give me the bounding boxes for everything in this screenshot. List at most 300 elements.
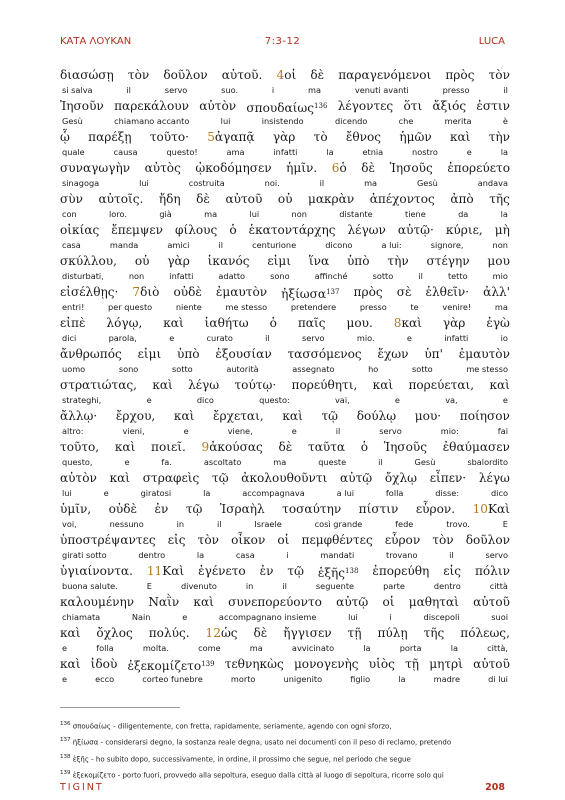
italian-gloss: con: [62, 209, 77, 219]
italian-gloss: manda: [109, 240, 139, 250]
greek-word: ὁ: [229, 223, 237, 237]
italian-gloss-line: [60, 487, 510, 499]
italian-gloss: è: [502, 116, 508, 126]
italian-gloss: dici: [62, 333, 77, 343]
italian-gloss: la: [500, 209, 508, 219]
greek-word: τούτῳ·: [234, 378, 277, 392]
interlinear-line: [60, 655, 510, 686]
italian-gloss: ma: [494, 302, 508, 312]
greek-word: παρεκάλουν: [114, 99, 189, 113]
italian-gloss: autorità: [226, 364, 259, 374]
greek-word: ἔρχου,: [115, 409, 156, 423]
italian-gloss-line: [60, 518, 510, 530]
italian-gloss: sbalordito: [467, 457, 508, 467]
greek-word: μητρὶ: [429, 657, 463, 671]
italian-gloss: e: [183, 426, 189, 436]
greek-word: ἐξουσίαν: [215, 347, 272, 361]
interlinear-line: [60, 469, 510, 500]
italian-gloss-line: [60, 332, 510, 344]
italian-gloss: e: [406, 333, 412, 343]
italian-gloss: entri!: [62, 302, 85, 312]
greek-word: οὐδὲ: [108, 502, 138, 516]
italian-gloss: il: [449, 550, 454, 560]
italian-gloss: i: [271, 85, 275, 95]
greek-line: [60, 531, 510, 549]
greek-word: μακρὰν: [307, 192, 355, 206]
greek-word: οἶκον: [231, 533, 266, 547]
italian-gloss: disse:: [435, 488, 460, 498]
greek-word: καὶ: [282, 409, 303, 423]
greek-word: ταῦτα: [308, 440, 346, 454]
greek-line: [60, 500, 510, 518]
greek-word: ἀκολουθοῦντι: [241, 471, 328, 485]
greek-word: ἐπορεύετο: [447, 161, 510, 175]
greek-word: ἡμῖν.: [286, 161, 318, 175]
greek-word: αὐτῷ·: [397, 223, 434, 237]
italian-gloss-line: [60, 301, 510, 313]
verse-number: 10: [472, 502, 488, 516]
verse-number: 6: [331, 161, 340, 175]
italian-gloss: molta.: [142, 643, 169, 653]
greek-word: συναγωγὴν: [60, 161, 131, 175]
footnote: [60, 717, 520, 733]
italian-gloss: la: [203, 488, 211, 498]
greek-word: ἰαθήτω: [204, 316, 249, 330]
italian-gloss-line: [60, 84, 510, 96]
greek-line: [60, 66, 510, 84]
italian-gloss: uomo: [62, 364, 86, 374]
italian-gloss: il: [418, 271, 423, 281]
italian-gloss: lui: [348, 612, 358, 622]
italian-gloss: corteo funebre: [142, 674, 203, 684]
greek-word: αὐτὸν: [199, 99, 237, 113]
italian-gloss: la: [398, 674, 406, 684]
italian-gloss: dentro: [433, 581, 461, 591]
greek-word: δοῦλον: [163, 68, 208, 82]
italian-gloss: infatti: [169, 271, 194, 281]
italian-gloss: dico: [490, 488, 508, 498]
italian-gloss-line: [60, 270, 510, 282]
italian-gloss: suoi: [491, 612, 508, 622]
greek-word: ἑκατοντάρχης: [248, 223, 336, 237]
italian-gloss: morto: [230, 674, 256, 684]
greek-word: Ἰησοῦν: [60, 99, 104, 113]
interlinear-line: [60, 190, 510, 221]
greek-word: δὲ: [310, 68, 325, 82]
footnote-text: ἑξῆς - ho subito dopo, successivamente, in ordine, il prossimo che segue, nel periodo che segue: [70, 754, 411, 763]
greek-line: [60, 407, 510, 425]
italian-gloss: la: [326, 147, 334, 157]
interlinear-line: [60, 159, 510, 190]
greek-word: ὑγιαίνοντα.: [60, 564, 133, 578]
greek-word: 8καὶ: [393, 316, 422, 330]
greek-word: στέγην: [426, 254, 470, 268]
greek-word: μου: [487, 254, 510, 268]
italian-gloss-line: [60, 177, 510, 189]
italian-gloss: e: [62, 674, 68, 684]
greek-word: εἰσέλθῃς·: [60, 285, 119, 299]
italian-gloss: come: [198, 643, 221, 653]
greek-word: γὰρ: [272, 130, 296, 144]
greek-line: [60, 655, 510, 673]
greek-word: λέγω: [478, 471, 510, 485]
greek-word: οἰκίας: [60, 223, 100, 237]
greek-word: τὸν: [488, 68, 510, 82]
italian-gloss: folla: [385, 488, 404, 498]
greek-word: πολύς.: [148, 626, 190, 640]
interlinear-line: [60, 97, 510, 128]
greek-line: [60, 97, 510, 115]
greek-line: [60, 562, 510, 580]
italian-gloss: già: [159, 209, 172, 219]
italian-gloss: parola,: [108, 333, 137, 343]
greek-word: ἰδοὺ: [90, 657, 118, 671]
greek-word: δὲ: [253, 626, 268, 640]
greek-line: [60, 438, 510, 456]
italian-gloss: discepoli: [423, 612, 460, 622]
footnote-number: 139: [60, 769, 71, 776]
italian-gloss-line: [60, 115, 510, 127]
greek-word: μου.: [346, 316, 373, 330]
italian-gloss: mio:: [440, 426, 459, 436]
greek-word: αὐτοῦ: [225, 192, 263, 206]
greek-word: εἰμι: [267, 254, 291, 268]
italian-gloss: la: [500, 147, 508, 157]
italian-gloss: ecco: [95, 674, 115, 684]
greek-word: αὐτοῖς.: [98, 192, 144, 206]
italian-gloss: queste: [318, 457, 347, 467]
greek-word: εἰς: [167, 533, 186, 547]
greek-word: πορεύεται,: [408, 378, 475, 392]
greek-word: 6ὁ: [331, 161, 347, 175]
italian-gloss: merita: [444, 116, 472, 126]
greek-word: τὴν: [387, 254, 409, 268]
italian-gloss: Nain: [131, 612, 151, 622]
greek-word: τὸν: [127, 68, 150, 82]
greek-word: τῇ: [405, 657, 420, 671]
greek-word: στρατιώτας,: [60, 378, 137, 392]
greek-line: [60, 159, 510, 177]
italian-gloss: strateghi,: [62, 395, 102, 405]
greek-line: [60, 345, 510, 363]
footnote-number: 138: [60, 753, 71, 760]
greek-word: δὲ: [361, 161, 376, 175]
greek-word: ὑποστρέψαντες: [60, 533, 156, 547]
italian-gloss: questo,: [62, 457, 93, 467]
greek-line: [60, 221, 510, 239]
greek-word: ἐγὼ: [486, 316, 510, 330]
italian-gloss: tiene: [405, 209, 426, 219]
greek-word: αὐτοῦ.: [221, 68, 263, 82]
greek-word: 4οἱ: [276, 68, 297, 82]
italian-gloss-line: [60, 208, 510, 220]
italian-gloss: pretendere: [290, 302, 337, 312]
greek-word: παῖς: [297, 316, 326, 330]
verse-number: 5: [207, 130, 215, 144]
greek-word: εὗρον: [384, 533, 421, 547]
italian-gloss-line: [60, 549, 510, 561]
italian-gloss: che: [398, 116, 414, 126]
italian-gloss: dico: [196, 395, 214, 405]
greek-line: [60, 128, 510, 146]
interlinear-line: [60, 376, 510, 407]
italian-gloss: girati sotto: [62, 550, 107, 560]
italian-gloss-line: [60, 239, 510, 251]
italian-gloss: sotto: [372, 271, 394, 281]
greek-word: ἐλθεῖν·: [425, 285, 470, 299]
greek-word: οὐ: [277, 192, 293, 206]
greek-word: ὑπὸ: [346, 254, 370, 268]
chapter-verse-range: 7:3-12: [264, 36, 301, 47]
italian-gloss: etnia: [362, 147, 384, 157]
italian-gloss: Gesù: [414, 457, 436, 467]
italian-gloss: e: [62, 643, 68, 653]
italian-gloss: lui: [220, 116, 231, 126]
italian-gloss: voi,: [62, 519, 77, 529]
greek-word: παρέξῃ: [88, 130, 132, 144]
italian-gloss: presso: [359, 302, 387, 312]
greek-word: Ἰσραὴλ: [219, 502, 265, 516]
italian-gloss: ma: [308, 85, 322, 95]
italian-gloss-line: [60, 642, 510, 654]
footnotes: [60, 717, 520, 782]
greek-word: μαθηταὶ: [408, 595, 459, 609]
italian-gloss: porta: [399, 643, 422, 653]
footnote: [60, 750, 520, 766]
italian-gloss: mandati: [320, 550, 355, 560]
italian-gloss: accompagnano insieme: [218, 612, 317, 622]
italian-gloss: questo:: [259, 395, 290, 405]
greek-line: [60, 283, 510, 301]
greek-word: ἐπορεύθη: [372, 564, 430, 578]
greek-word: ἱκανός: [207, 254, 250, 268]
italian-gloss: di lui: [488, 674, 508, 684]
italian-gloss: loro.: [109, 209, 127, 219]
greek-word: κύριε,: [445, 223, 483, 237]
greek-word: αὐτὸς: [144, 161, 181, 175]
italian-gloss: fai: [497, 426, 508, 436]
italian-gloss: ho: [368, 364, 379, 374]
greek-word: 12ὡς: [205, 626, 238, 640]
greek-word: τοσαύτην: [282, 502, 342, 516]
footnote-ref: 139: [201, 660, 215, 668]
italian-gloss: e: [502, 395, 508, 405]
italian-gloss: dicendo: [334, 116, 368, 126]
italian-gloss: città: [489, 581, 508, 591]
italian-gloss: fede: [395, 519, 414, 529]
footnote: [60, 733, 520, 749]
greek-word: 7διὸ: [132, 285, 160, 299]
greek-word: οἱ: [382, 595, 395, 609]
italian-gloss: servo: [164, 85, 188, 95]
greek-word: πορεύθητι,: [291, 378, 358, 392]
italian-gloss: ascoltato: [203, 457, 242, 467]
italian-gloss: la: [450, 643, 458, 653]
footnote-text: ἠξίωσα - considerarsi degno, la sostanza reale degna, usato nei documenti con il peso di reclamo, pretendo: [70, 738, 452, 747]
italian-gloss: Gesù: [62, 116, 83, 126]
interlinear-line: [60, 438, 510, 469]
greek-word: καὶ: [372, 378, 394, 392]
italian-gloss: ma: [204, 209, 218, 219]
greek-line: [60, 593, 510, 611]
greek-word: δούλῳ: [356, 409, 397, 423]
greek-word: μὴ: [494, 223, 510, 237]
italian-gloss-line: [60, 673, 510, 685]
greek-word: ἐθαύμασεν: [442, 440, 510, 454]
greek-word: αὐτῷ: [336, 595, 369, 609]
italian-gloss: andava: [477, 178, 508, 188]
greek-word: διασώσῃ: [60, 68, 114, 82]
greek-word: τῷ: [185, 502, 203, 516]
greek-word: καὶ: [152, 378, 173, 392]
greek-word: καὶ: [163, 316, 184, 330]
italian-gloss: i: [286, 550, 289, 560]
greek-word: ἐξεκομίζετο$^{139}$: [127, 659, 215, 673]
italian-gloss: chiamata: [62, 612, 101, 622]
greek-word: καὶ: [173, 409, 195, 423]
interlinear-line: [60, 500, 510, 531]
italian-gloss: madre: [433, 674, 461, 684]
italian-gloss: sotto: [171, 364, 193, 374]
greek-word: ἄξιός: [432, 99, 467, 113]
interlinear-line: [60, 531, 510, 562]
greek-word: ὄχλος: [96, 626, 133, 640]
italian-gloss: e: [466, 147, 472, 157]
greek-word: αὐτοῦ: [473, 657, 510, 671]
greek-word: ἄλλῳ·: [60, 409, 98, 423]
italian-gloss: signore,: [430, 240, 464, 250]
greek-word: τοῦτο·: [149, 130, 189, 144]
italian-gloss: nessuno: [109, 519, 144, 529]
interlinear-line: [60, 562, 510, 593]
greek-word: τασσόμενος: [287, 347, 362, 361]
greek-word: ἔρχεται,: [213, 409, 264, 423]
greek-word: αὐτῷ: [340, 471, 373, 485]
italian-gloss: figlio: [350, 674, 371, 684]
italian-gloss: il: [335, 426, 341, 436]
footnote-number: 136: [60, 721, 71, 727]
italian-gloss: e: [394, 395, 400, 405]
greek-word: εἰς: [443, 564, 462, 578]
greek-word: τῷ: [287, 564, 304, 578]
greek-word: καὶ: [489, 378, 510, 392]
italian-gloss: a lui:: [381, 240, 402, 250]
greek-word: ᾠκοδόμησεν: [195, 161, 272, 175]
italian-gloss: fa.: [161, 457, 172, 467]
italian-gloss: e: [169, 333, 175, 343]
italian-gloss: e: [291, 426, 297, 436]
greek-word: μονογενὴς: [293, 657, 359, 671]
italian-gloss: affinché: [314, 271, 348, 281]
italian-gloss: disturbati,: [62, 271, 104, 281]
italian-gloss: curato: [206, 333, 233, 343]
interlinear-line: [60, 314, 510, 345]
italian-gloss: E: [502, 519, 508, 529]
greek-word: ᾧ: [60, 130, 70, 144]
italian-gloss: da: [458, 209, 469, 219]
italian-gloss: e: [103, 488, 109, 498]
greek-word: ὑπὸ: [176, 347, 200, 361]
footnote: [60, 766, 520, 782]
interlinear-line: [60, 283, 510, 314]
greek-line: [60, 252, 510, 270]
greek-word: υἱὸς: [368, 657, 395, 671]
greek-word: ἐν: [259, 564, 274, 578]
interlinear-line: [60, 66, 510, 97]
italian-gloss: io: [500, 333, 508, 343]
italian-gloss: servo: [379, 426, 402, 436]
italian-gloss-line: [60, 580, 510, 592]
greek-word: 5ἀγαπᾷ: [207, 130, 255, 144]
italian-gloss: adatto: [218, 271, 246, 281]
italian-gloss: e: [146, 395, 152, 405]
footnote-text: σπουδαίως - diligentemente, con fretta, rapidamente, seriamente, agendo con ogni sforzo,: [70, 722, 392, 731]
italian-gloss: città,: [487, 643, 508, 653]
verse-number: 12: [205, 626, 221, 640]
italian-gloss: servo: [485, 550, 508, 560]
italian-gloss: il: [378, 457, 383, 467]
greek-word: καὶ: [193, 595, 214, 609]
greek-word: ἄνθρωπός: [60, 347, 122, 361]
italian-gloss: mio.: [356, 333, 375, 343]
greek-line: [60, 376, 510, 394]
greek-word: ποίησον: [459, 409, 510, 423]
italian-gloss: buona salute.: [62, 581, 118, 591]
footnote-ref: 138: [345, 567, 359, 575]
greek-word: ἤγγισεν: [283, 626, 332, 640]
italian-gloss: questo!: [166, 147, 198, 157]
greek-line: [60, 469, 510, 487]
italian-gloss: lui: [62, 488, 72, 498]
greek-word: τεθνηκὼς: [224, 657, 284, 671]
italian-gloss: Israele: [254, 519, 282, 529]
italian-gloss: il: [126, 85, 131, 95]
italian-gloss: e: [124, 457, 130, 467]
italian-gloss: si salva: [62, 85, 93, 95]
italian-gloss: va,: [445, 395, 458, 405]
italian-gloss: la: [196, 550, 205, 560]
italian-gloss: il: [319, 178, 325, 188]
italian-gloss: la: [363, 643, 371, 653]
greek-word: ἐμαυτὸν: [215, 285, 268, 299]
italian-gloss: centurione: [252, 240, 297, 250]
greek-word: πόλιν: [474, 564, 510, 578]
greek-word: ἀπέχοντος: [369, 192, 435, 206]
italian-gloss: assegnato: [292, 364, 335, 374]
italian-gloss: sotto: [411, 364, 433, 374]
italian-gloss: seguente: [315, 581, 355, 591]
verse-number: 4: [276, 68, 285, 82]
greek-word: 11Καὶ: [146, 564, 185, 578]
greek-word: τῇ: [347, 626, 362, 640]
italian-gloss: infatti: [273, 147, 298, 157]
italian-gloss-line: [60, 611, 510, 623]
italian-gloss: non: [291, 209, 307, 219]
italian-gloss: venuti avanti: [354, 85, 409, 95]
interlinear-line: [60, 345, 510, 376]
greek-word: ἐμαυτὸν: [458, 347, 510, 361]
greek-word: σὺν: [60, 192, 83, 206]
page-footer: [60, 782, 505, 794]
italian-gloss: accompagnava: [242, 488, 305, 498]
verse-number: 7: [132, 285, 141, 299]
italian-gloss: il: [282, 581, 287, 591]
italian-gloss: tetto: [447, 271, 468, 281]
italian-gloss: vai,: [334, 395, 350, 405]
greek-word: λέγοντες: [337, 99, 394, 113]
greek-word: μου·: [414, 409, 442, 423]
publisher-mark: TIGINT: [60, 782, 104, 793]
